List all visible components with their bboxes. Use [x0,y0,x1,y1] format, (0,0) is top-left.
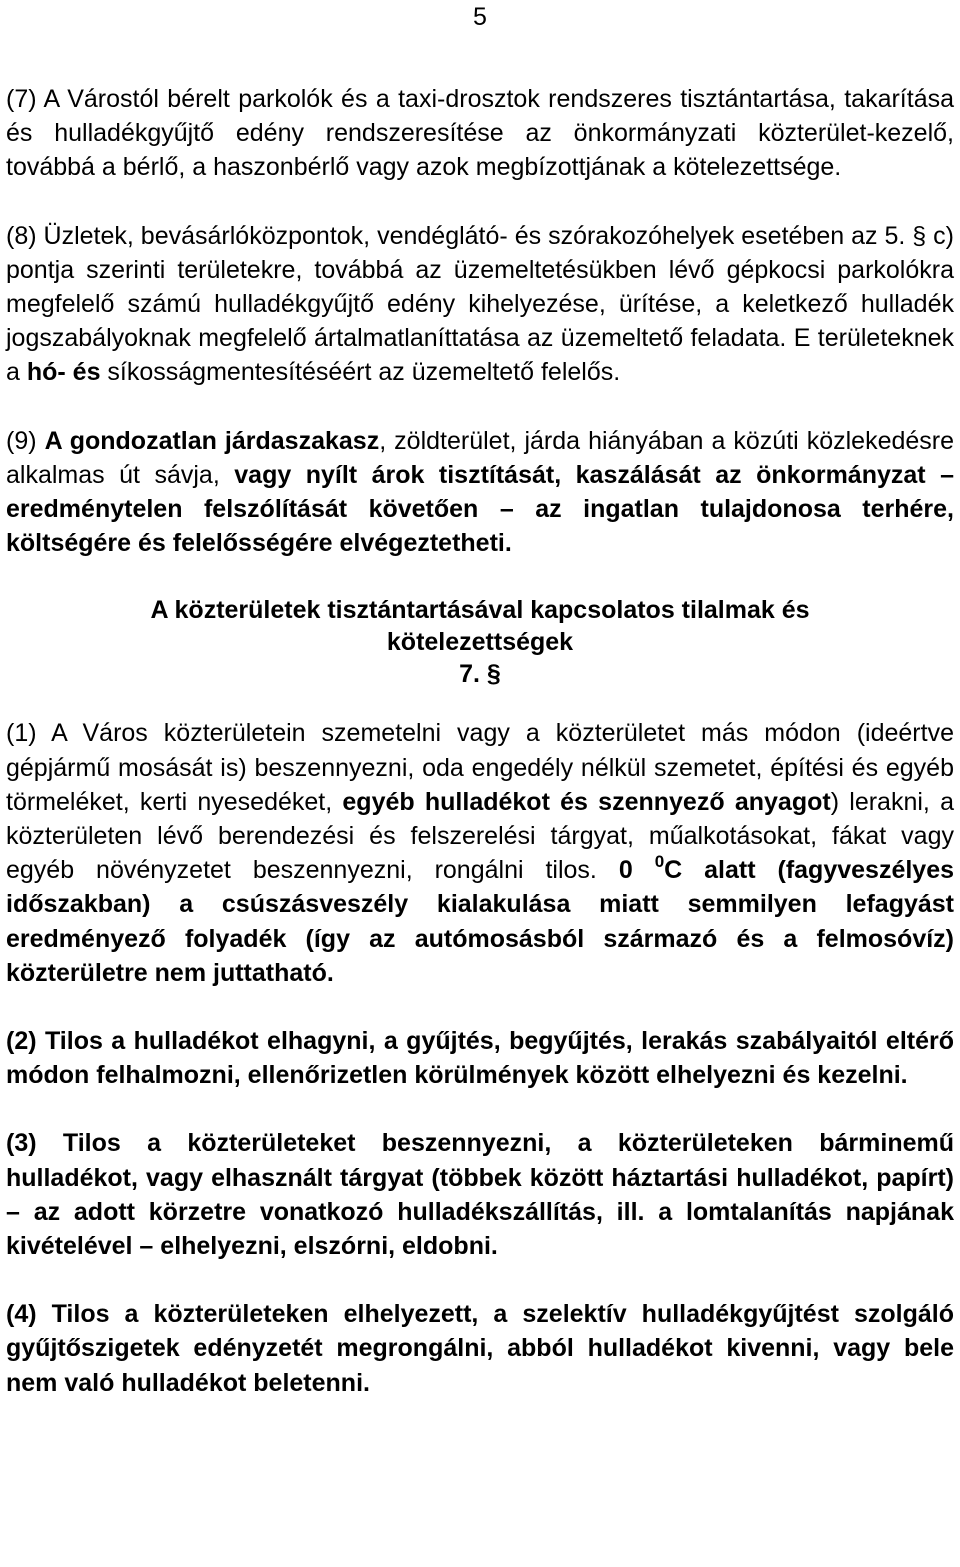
s7-1-text-a: (1) A Város közterületein szemetelni vagy a közterületet más módon (ideértve gépjármű mosását is) beszennyezni, oda engedély nélkül szemetet, építési és egyéb törmeléket, kerti nyesedéket, [6,719,954,816]
section-number: 7. § [459,660,501,689]
document-body [6,82,954,1400]
section-title-line-1: A közterületek tisztántartásával kapcsolatos tilalmak és [150,596,810,625]
spacer [6,185,954,219]
page-number: 5 [473,3,487,31]
s7-1-bold-e: C alatt (fagyveszélyes időszakban) a csúszásveszély kialakulása miatt semmilyen lefagyást eredményező folyadék (így az autómosásból származó és a felmosóvíz) közterületre nem juttatható. [6,856,954,987]
spacer [6,1092,954,1126]
s7-1-bold-b: egyéb hulladékot és szennyező anyagot [342,787,831,816]
paragraph-7-text: (7) A Várostól bérelt parkolók és a taxi-drosztok rendszeres tisztántartása, takarítása és hulladékgyűjtő edény rendszeresítése az önkormányzati közterület-kezelő, továbbá a bérlő, a haszonbérlő vagy azok megbízottjának a kötelezettsége. [6,85,954,182]
spacer [6,990,954,1024]
section-7-paragraph-4: (4) Tilos a közterületeken elhelyezett, a szelektív hulladékgyűjtést szolgáló gyűjtőszigetek edényzetét megrongálni, abból hulladékot kivenni, vagy bele nem való hulladékot beletenni. [6,1300,954,1397]
paragraph-9-bold-d: vagy nyílt árok tisztítását, kaszálását az önkormányzat – eredménytelen felszólítását követően – az ingatlan tulajdonosa terhére, költségére és felelősségére elvégeztetheti. [6,460,954,558]
section-heading [6,594,954,690]
paragraph-9-text-c: , zöldterület, járda hiányában a közúti közlekedésre alkalmas út sávja, [6,426,955,489]
spacer [6,1263,954,1297]
s7-1-bold-d: 0 [618,856,655,885]
paragraph-8-text-c: síkosságmentesítéséért az üzemeltető felelős. [100,358,621,387]
paragraph-9-bold-b: A gondozatlan járdaszakasz [44,426,380,455]
section-title-line-2: kötelezettségek [386,628,574,657]
paragraph-9 [6,424,954,561]
s7-1-text-c: ) lerakni, a közterületen lévő berendezési és felszerelési tárgyat, műalkotásokat, fákat vagy egyéb növényzetet beszennyezni, rongálni tilos. [6,787,954,885]
section-7-paragraph-2: (2) Tilos a hulladékot elhagyni, a gyűjtés, begyűjtés, lerakás szabályaitól eltérő módon felhalmozni, ellenőrizetlen körülmények között elhelyezni és kezelni. [6,1027,954,1090]
paragraph-8-bold: hó- és [26,358,101,387]
paragraph-9-text-a: (9) [6,426,45,455]
section-7-paragraph-3: (3) Tilos a közterületeket beszennyezni, a közterületeken bárminemű hulladékot, vagy elhasznált tárgyat (többek között háztartási hulladékot, papírt) – az adott körzetre vonatkozó hulladékszállítás, ill. a lomtalanítás napjának kivételével – elhelyezni, elszórni, eldobni. [6,1129,954,1261]
paragraph-7 [6,82,954,185]
paragraph-8-text-a: (8) Üzletek, bevásárlóközpontok, vendéglátó- és szórakozóhelyek esetében az 5. § c) pontja szerinti területekre, továbbá az üzemeltetésükben lévő gépkocsi parkolókra megfelelő számú hulladékgyűjtő edény kihelyezése, ürítése, a keletkező hulladék jogszabályoknak megfelelő ártalmatlaníttatása az üzemeltető feladata. E területeknek a [6,221,954,387]
section-7-paragraph-1 [6,716,954,990]
paragraph-8 [6,219,954,390]
s7-1-superscript: 0 [654,852,665,872]
spacer [6,390,954,424]
